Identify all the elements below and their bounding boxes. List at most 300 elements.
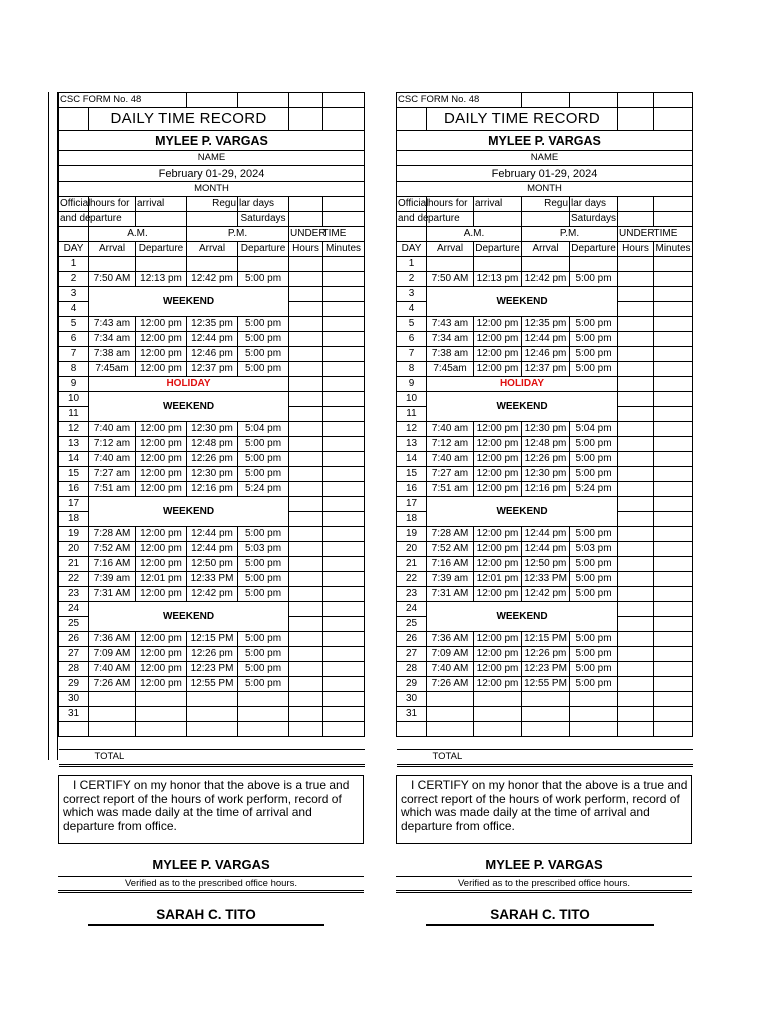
undertime-hours [618,497,654,512]
day-number: 31 [397,707,427,722]
am-departure: 12:00 pm [474,362,522,377]
pm-arrival: 12:33 PM [522,572,570,587]
day-number: 5 [59,317,89,332]
table-row [397,482,693,497]
table-row [59,497,365,512]
table-row [59,317,365,332]
pm-departure: 5:00 pm [238,632,289,647]
am-departure: 12:00 pm [136,482,187,497]
day-number: 13 [59,437,89,452]
table-row [59,392,365,407]
day-number: 14 [397,452,427,467]
undertime-hours [618,707,654,722]
am-departure [474,707,522,722]
table-row [59,542,365,557]
table-row [59,647,365,662]
table-row [397,527,693,542]
undertime-minutes [654,362,693,377]
undertime-header-b: TIME [654,227,693,242]
period-header-row [59,227,365,242]
table-row [59,707,365,722]
pm-departure: 5:00 pm [570,452,618,467]
month-caption: MONTH [59,182,365,197]
undertime-minutes [323,647,365,662]
pm-arrival: 12:26 pm [187,647,238,662]
blank-cell [570,722,618,737]
day-number: 20 [59,542,89,557]
table-row [397,662,693,677]
undertime-minutes [323,317,365,332]
table-row [397,542,693,557]
official-hours-label-c: arrival [474,197,522,212]
pm-departure [570,257,618,272]
undertime-minutes [654,647,693,662]
undertime-hours [618,557,654,572]
undertime-hours [289,362,323,377]
undertime-hours [618,422,654,437]
pm-departure [238,257,289,272]
blank-cell [136,212,187,227]
form-number: CSC FORM No. 48 [59,93,187,108]
undertime-minutes [654,392,693,407]
day-number: 29 [397,677,427,692]
blank-cell [618,197,654,212]
blank-cell [238,93,289,108]
undertime-minutes [654,692,693,707]
day-number: 18 [397,512,427,527]
undertime-hours [289,572,323,587]
dtr-form-left [58,92,364,767]
undertime-minutes [323,452,365,467]
pm-arrival: 12:35 pm [187,317,238,332]
day-number: 18 [59,512,89,527]
day-number: 29 [59,677,89,692]
day-number: 17 [397,497,427,512]
blank-cell [474,722,522,737]
day-number: 2 [397,272,427,287]
am-departure [474,257,522,272]
am-departure: 12:00 pm [474,662,522,677]
pm-departure: 5:04 pm [570,422,618,437]
undertime-minutes [654,287,693,302]
am-arrival: 7:28 AM [89,527,136,542]
day-number: 5 [397,317,427,332]
official-hours-label-b: hours for [427,197,474,212]
spacer-row [59,737,365,750]
pm-departure: 5:00 pm [570,317,618,332]
pm-arrival: 12:44 pm [522,527,570,542]
am-arrival: 7:26 AM [89,677,136,692]
month-row [397,166,693,182]
day-number: 11 [59,407,89,422]
undertime-minutes [323,362,365,377]
day-number: 20 [397,542,427,557]
am-departure-header: Departure [474,242,522,257]
minutes-header: Minutes [323,242,365,257]
blank-cell [397,722,427,737]
pm-departure: 5:00 pm [570,572,618,587]
employee-signature-right [396,857,692,872]
undertime-hours [618,347,654,362]
day-number: 12 [397,422,427,437]
undertime-hours [618,452,654,467]
am-departure: 12:00 pm [136,347,187,362]
pm-arrival: 12:30 pm [522,467,570,482]
table-row [59,602,365,617]
day-number: 22 [59,572,89,587]
pm-arrival: 12:42 pm [522,587,570,602]
undertime-minutes [654,707,693,722]
am-departure: 12:00 pm [136,647,187,662]
undertime-minutes [323,512,365,527]
pm-arrival [522,692,570,707]
day-number: 17 [59,497,89,512]
blank-cell [618,93,654,108]
am-arrival [427,692,474,707]
pm-arrival: 12:26 pm [522,452,570,467]
am-arrival: 7:38 am [89,347,136,362]
employee-name: MYLEE P. VARGAS [397,131,693,151]
undertime-minutes [654,542,693,557]
pm-departure: 5:03 pm [238,542,289,557]
pm-departure: 5:00 pm [238,317,289,332]
undertime-minutes [654,317,693,332]
departure-label-b: parture [89,212,136,227]
undertime-minutes [323,302,365,317]
undertime-hours [618,632,654,647]
blank-cell [427,722,474,737]
am-arrival: 7:43 am [89,317,136,332]
pm-departure: 5:00 pm [570,677,618,692]
day-number: 19 [59,527,89,542]
pm-arrival: 12:16 pm [187,482,238,497]
pm-departure: 5:00 pm [238,677,289,692]
pm-departure [238,707,289,722]
pm-arrival: 12:15 PM [522,632,570,647]
am-arrival: 7:36 AM [89,632,136,647]
pm-departure: 5:00 pm [238,572,289,587]
employee-signature-left [58,857,364,872]
pm-arrival: 12:23 PM [522,662,570,677]
pm-arrival: 12:30 pm [522,422,570,437]
day-number: 28 [397,662,427,677]
holiday-label: HOLIDAY [427,377,618,392]
am-header: A.M. [89,227,187,242]
undertime-minutes [323,497,365,512]
undertime-hours [289,482,323,497]
undertime-hours [289,422,323,437]
blank-cell [522,212,570,227]
am-arrival [89,257,136,272]
am-departure: 12:00 pm [474,587,522,602]
pm-departure: 5:00 pm [570,332,618,347]
pm-arrival: 12:46 pm [187,347,238,362]
pm-departure: 5:00 pm [238,347,289,362]
blank-cell [522,722,570,737]
undertime-minutes [654,497,693,512]
pm-arrival: 12:44 pm [187,527,238,542]
undertime-minutes [323,662,365,677]
am-departure: 12:00 pm [136,677,187,692]
undertime-hours [289,587,323,602]
am-departure: 12:00 pm [474,557,522,572]
verified-line-right [396,876,692,893]
am-arrival: 7:40 am [427,422,474,437]
weekend-label: WEEKEND [89,602,289,632]
undertime-minutes [654,407,693,422]
undertime-hours [289,557,323,572]
dtr-table-left [58,92,365,767]
table-row [397,317,693,332]
undertime-hours [618,617,654,632]
pm-departure-header: Departure [238,242,289,257]
total-row [59,750,365,766]
official-hours-row-2 [397,212,693,227]
am-arrival-header: Arrval [427,242,474,257]
am-arrival: 7:28 AM [427,527,474,542]
day-number: 1 [59,257,89,272]
table-row [397,497,693,512]
day-number: 1 [397,257,427,272]
title-row [59,108,365,131]
am-arrival: 7:52 AM [89,542,136,557]
blank-cell [187,93,238,108]
table-row [397,287,693,302]
undertime-minutes [654,662,693,677]
pm-departure: 5:00 pm [238,362,289,377]
undertime-hours [289,542,323,557]
am-arrival: 7:39 am [427,572,474,587]
day-number: 4 [59,302,89,317]
pm-arrival: 12:35 pm [522,317,570,332]
blank-row [397,722,693,737]
undertime-hours [289,392,323,407]
form-number: CSC FORM No. 48 [397,93,522,108]
am-arrival [89,707,136,722]
dtr-rows-left [59,257,365,722]
day-number: 26 [59,632,89,647]
blank-cell [136,722,187,737]
undertime-header-b: TIME [323,227,365,242]
undertime-hours [289,677,323,692]
day-number: 24 [59,602,89,617]
am-departure: 12:00 pm [136,452,187,467]
name-row [397,131,693,151]
am-departure [136,692,187,707]
day-number: 30 [397,692,427,707]
undertime-minutes [323,557,365,572]
undertime-minutes [654,452,693,467]
pm-departure: 5:00 pm [570,362,618,377]
pm-arrival: 12:42 pm [187,587,238,602]
pm-departure: 5:00 pm [570,347,618,362]
verified-text: Verified as to the prescribed office hours. [396,876,692,893]
day-number: 25 [59,617,89,632]
table-row [397,557,693,572]
certification-text: I CERTIFY on my honor that the above is a true and correct report of the hours of work perform, record of which was made daily at the time of arrival and departure from office. [401,778,688,833]
table-row [59,272,365,287]
am-header: A.M. [427,227,522,242]
undertime-minutes [323,332,365,347]
name-caption: NAME [397,151,693,166]
blank-cell [618,212,654,227]
pm-header: P.M. [522,227,618,242]
blank-cell [289,197,323,212]
undertime-minutes [654,617,693,632]
undertime-hours [289,617,323,632]
undertime-hours [289,407,323,422]
total-row [397,750,693,766]
official-hours-label-b: hours for [89,197,136,212]
am-arrival: 7:09 AM [427,647,474,662]
am-departure [474,692,522,707]
undertime-minutes [323,347,365,362]
pm-departure: 5:00 pm [238,647,289,662]
am-arrival: 7:51 am [427,482,474,497]
day-number: 27 [397,647,427,662]
undertime-minutes [323,572,365,587]
spacer-cell [397,737,693,750]
undertime-hours [289,512,323,527]
am-arrival: 7:40 AM [89,662,136,677]
table-row [59,587,365,602]
pm-arrival: 12:50 pm [187,557,238,572]
pm-arrival: 12:48 pm [187,437,238,452]
am-departure: 12:00 pm [474,332,522,347]
pm-arrival [187,257,238,272]
pm-arrival: 12:44 pm [187,332,238,347]
am-departure: 12:00 pm [136,557,187,572]
undertime-hours [618,392,654,407]
day-header: DAY [59,242,89,257]
pm-departure: 5:03 pm [570,542,618,557]
day-number: 24 [397,602,427,617]
table-row [59,377,365,392]
official-hours-label-a: Official [397,197,427,212]
weekend-label: WEEKEND [427,287,618,317]
pm-departure: 5:00 pm [570,632,618,647]
blank-cell [522,93,570,108]
table-row [59,632,365,647]
undertime-minutes [654,302,693,317]
undertime-minutes [323,437,365,452]
undertime-minutes [323,392,365,407]
undertime-minutes [654,422,693,437]
undertime-hours [618,482,654,497]
left-margin-strip [48,92,58,760]
undertime-hours [618,362,654,377]
saturdays-label: Saturdays [238,212,289,227]
table-row [59,452,365,467]
day-number: 2 [59,272,89,287]
day-number: 7 [397,347,427,362]
undertime-minutes [654,602,693,617]
am-arrival: 7:40 am [89,422,136,437]
pm-departure: 5:00 pm [238,557,289,572]
officer-name: SARAH C. TITO [88,907,324,926]
table-row [397,452,693,467]
am-departure: 12:00 pm [136,587,187,602]
officer-signature-right [426,907,654,926]
weekend-label: WEEKEND [427,392,618,422]
name-caption-row [59,151,365,166]
day-number: 31 [59,707,89,722]
undertime-minutes [323,527,365,542]
day-number: 11 [397,407,427,422]
undertime-hours [289,332,323,347]
employee-name: MYLEE P. VARGAS [59,131,365,151]
undertime-hours [289,527,323,542]
am-departure: 12:13 pm [474,272,522,287]
day-number: 26 [397,632,427,647]
certification-text: I CERTIFY on my honor that the above is a true and correct report of the hours of work perform, record of which was made daily at the time of arrival and departure from office. [63,778,350,833]
name-row [59,131,365,151]
undertime-minutes [654,272,693,287]
undertime-minutes [323,482,365,497]
blank-cell [187,722,238,737]
title-row [397,108,693,131]
undertime-hours [618,317,654,332]
employee-signature-name: MYLEE P. VARGAS [485,857,603,872]
am-departure [136,707,187,722]
weekend-label: WEEKEND [89,497,289,527]
pm-arrival: 12:37 pm [187,362,238,377]
undertime-minutes [323,272,365,287]
day-number: 16 [397,482,427,497]
am-departure: 12:00 pm [136,467,187,482]
blank-cell [397,227,427,242]
am-arrival: 7:40 AM [427,662,474,677]
table-row [397,677,693,692]
pm-departure: 5:00 pm [570,587,618,602]
undertime-hours [289,452,323,467]
undertime-hours [289,302,323,317]
pm-departure: 5:00 pm [238,467,289,482]
undertime-hours [289,647,323,662]
am-departure [136,257,187,272]
undertime-minutes [323,542,365,557]
am-arrival [427,257,474,272]
table-row [397,467,693,482]
day-number: 19 [397,527,427,542]
blank-cell [59,722,89,737]
pm-departure: 5:00 pm [238,452,289,467]
undertime-minutes [323,467,365,482]
blank-cell [187,212,238,227]
officer-name: SARAH C. TITO [426,907,654,926]
pm-departure: 5:00 pm [570,557,618,572]
table-row [59,437,365,452]
official-hours-label-a: Official [59,197,89,212]
form-title: DAILY TIME RECORD [427,108,618,131]
undertime-minutes [323,287,365,302]
pm-arrival [187,692,238,707]
blank-cell [59,108,89,131]
name-caption: NAME [59,151,365,166]
regular-days-b: lar days [570,197,618,212]
blank-cell [397,108,427,131]
undertime-minutes [654,467,693,482]
am-arrival: 7:40 am [427,452,474,467]
pm-arrival-header: Arrval [187,242,238,257]
saturdays-label: Saturdays [570,212,618,227]
undertime-minutes [654,527,693,542]
undertime-hours [289,467,323,482]
undertime-minutes [323,407,365,422]
am-departure: 12:00 pm [474,422,522,437]
day-number: 10 [59,392,89,407]
month-caption: MONTH [397,182,693,197]
